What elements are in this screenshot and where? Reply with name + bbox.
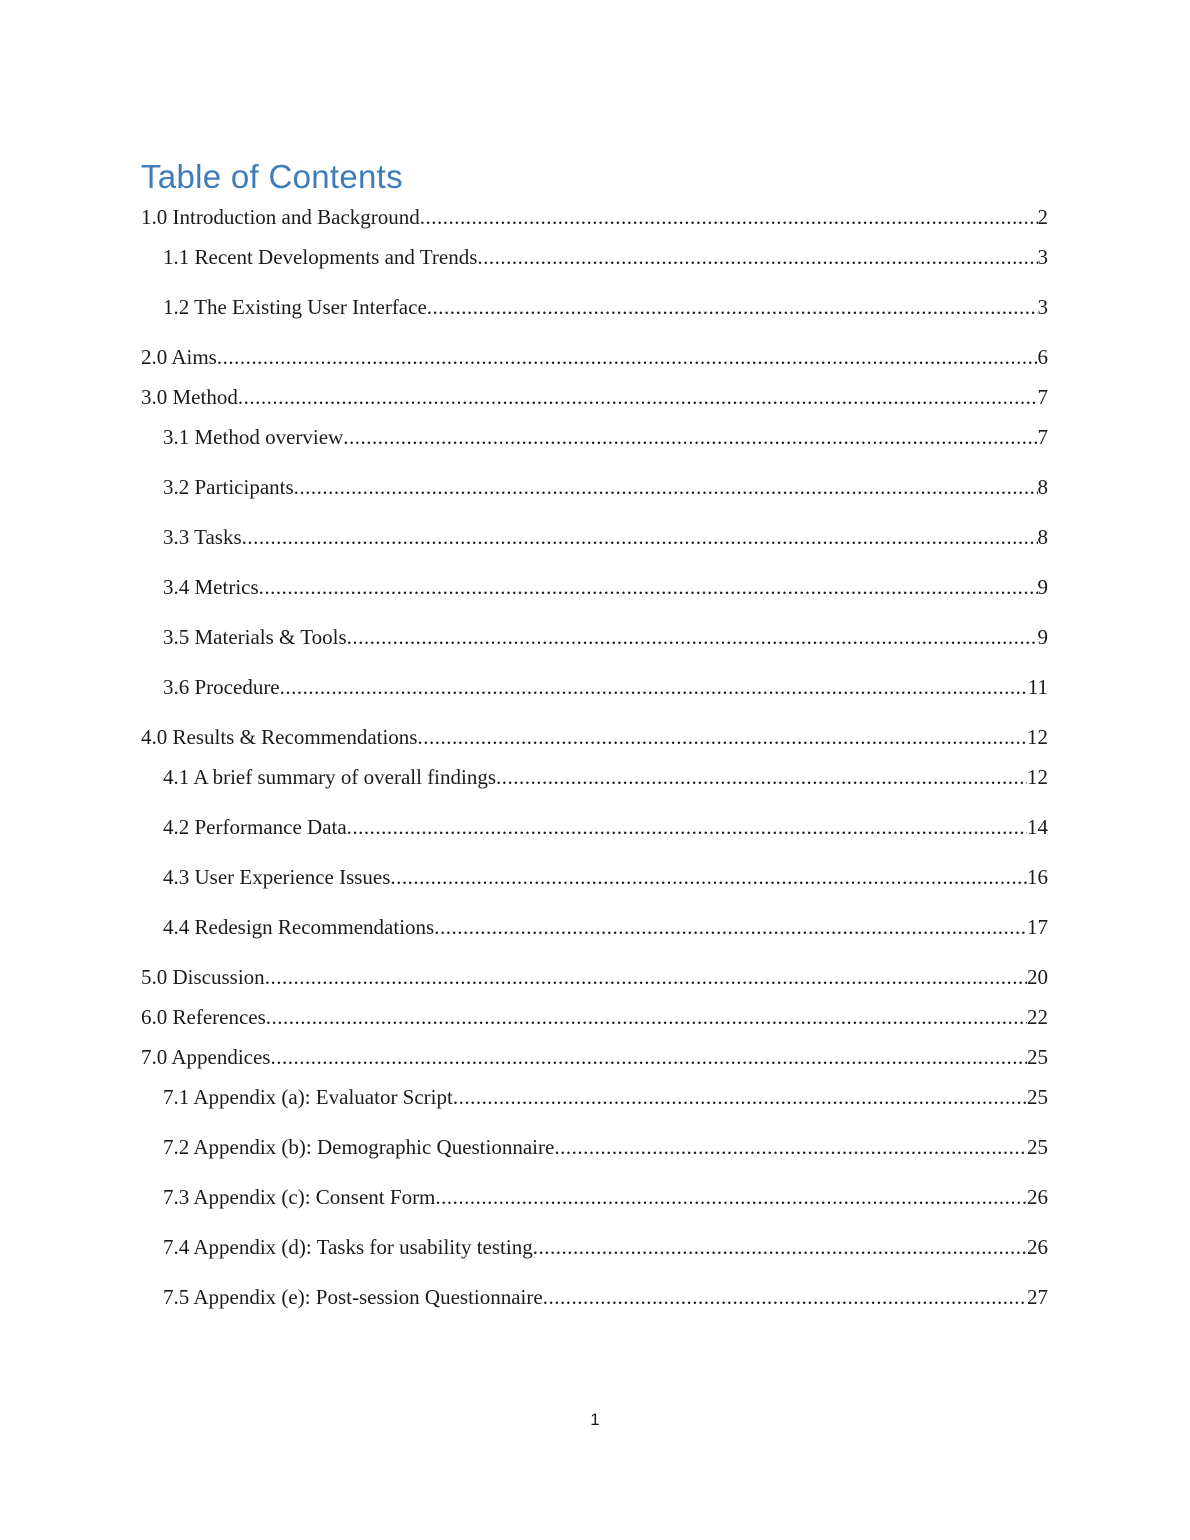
toc-entry-label: 3.5 Materials & Tools [163,624,347,649]
page-title: Table of Contents [141,158,403,195]
toc-entry-page-number: 16 [1027,864,1048,889]
toc-entry-label: 3.0 Method [141,384,238,409]
toc-entry[interactable] [141,617,1048,657]
toc-entry-page-number: 9 [1037,574,1048,599]
toc-entry-page-number: 11 [1027,674,1048,699]
toc-entry-label: 4.0 Results & Recommendations [141,724,418,749]
toc-entry-page-number: 26 [1027,1234,1048,1259]
dot-leader [554,1127,1027,1167]
toc-entry-label: 6.0 References [141,1004,266,1029]
toc-entry[interactable] [141,757,1048,797]
toc-entry[interactable] [141,287,1048,327]
toc-entry-label: 1.1 Recent Developments and Trends [163,244,478,269]
dot-leader [347,807,1027,847]
toc-entry-page-number: 25 [1027,1134,1048,1159]
dot-leader [265,957,1027,997]
toc-entry-page-number: 22 [1027,1004,1048,1029]
toc-entry[interactable] [141,377,1048,417]
dot-leader [259,567,1038,607]
dot-leader [238,377,1038,417]
toc-entry-label: 3.2 Participants [163,474,294,499]
toc-entry[interactable] [141,1037,1048,1077]
toc-entry-page-number: 8 [1037,474,1048,499]
toc-entry-label: 4.4 Redesign Recommendations [163,914,435,939]
toc-entry[interactable] [141,717,1048,757]
toc-entry-page-number: 7 [1037,384,1048,409]
dot-leader [417,717,1027,757]
toc-entry-label: 3.3 Tasks [163,524,242,549]
dot-leader [477,237,1037,277]
toc-entry[interactable] [141,467,1048,507]
toc-entry-label: 1.0 Introduction and Background [141,204,420,229]
toc-entry-page-number: 2 [1037,204,1048,229]
toc-entry-label: 7.3 Appendix (c): Consent Form [163,1184,436,1209]
dot-leader [427,287,1038,327]
toc-entry-page-number: 20 [1027,964,1048,989]
toc-entry[interactable] [141,1077,1048,1117]
toc-entry-page-number: 17 [1027,914,1048,939]
dot-leader [453,1077,1027,1117]
toc-entry[interactable] [141,907,1048,947]
toc-entry[interactable] [141,1177,1048,1217]
toc-entry[interactable] [141,237,1048,277]
toc-entry[interactable] [141,807,1048,847]
dot-leader [390,857,1027,897]
toc-entry-label: 3.1 Method overview [163,424,344,449]
toc-entry-page-number: 6 [1037,344,1048,369]
dot-leader [420,197,1038,237]
toc-entry-label: 7.5 Appendix (e): Post-session Questionnaire [163,1284,543,1309]
toc-entry[interactable] [141,1227,1048,1267]
toc-entry-label: 7.0 Appendices [141,1044,271,1069]
dot-leader [242,517,1038,557]
dot-leader [533,1227,1027,1267]
toc-entry[interactable] [141,567,1048,607]
dot-leader [266,997,1027,1037]
toc-entry-page-number: 7 [1037,424,1048,449]
toc-entry-page-number: 12 [1027,764,1048,789]
toc-entry-page-number: 27 [1027,1284,1048,1309]
toc-entry[interactable] [141,857,1048,897]
dot-leader [217,337,1038,377]
toc-entry[interactable] [141,957,1048,997]
toc-entry-page-number: 25 [1027,1044,1048,1069]
toc-entry[interactable] [141,417,1048,457]
toc-entry-label: 4.3 User Experience Issues [163,864,391,889]
dot-leader [270,1037,1027,1077]
dot-leader [343,417,1037,457]
toc-entry[interactable] [141,1277,1048,1317]
toc-entry-label: 1.2 The Existing User Interface [163,294,427,319]
dot-leader [543,1277,1027,1317]
toc-entry-label: 4.2 Performance Data [163,814,347,839]
dot-leader [496,757,1027,797]
toc-entry[interactable] [141,517,1048,557]
toc-entry[interactable] [141,667,1048,707]
toc-entry-label: 5.0 Discussion [141,964,265,989]
document-page [141,158,1048,1327]
toc-entry-page-number: 14 [1027,814,1048,839]
dot-leader [347,617,1038,657]
toc-entry-page-number: 26 [1027,1184,1048,1209]
toc-entry-page-number: 3 [1037,244,1048,269]
footer-page-number: 1 [590,1410,600,1429]
toc-entry[interactable] [141,1127,1048,1167]
toc-entry[interactable] [141,197,1048,237]
toc-entry-label: 3.6 Procedure [163,674,280,699]
toc-entry-page-number: 25 [1027,1084,1048,1109]
toc-entry[interactable] [141,997,1048,1037]
toc-entry-label: 2.0 Aims [141,344,217,369]
toc-entry-page-number: 12 [1027,724,1048,749]
toc-entry-label: 7.2 Appendix (b): Demographic Questionnaire [163,1134,555,1159]
dot-leader [435,1177,1027,1217]
toc-entry-page-number: 9 [1037,624,1048,649]
toc-entry-label: 4.1 A brief summary of overall findings [163,764,497,789]
dot-leader [294,467,1038,507]
toc-entry[interactable] [141,337,1048,377]
dot-leader [434,907,1027,947]
toc-entry-label: 7.4 Appendix (d): Tasks for usability testing [163,1234,533,1259]
toc-list [141,197,1048,1317]
toc-entry-label: 3.4 Metrics [163,574,259,599]
dot-leader [280,667,1028,707]
toc-entry-label: 7.1 Appendix (a): Evaluator Script [163,1084,453,1109]
toc-entry-page-number: 8 [1037,524,1048,549]
toc-entry-page-number: 3 [1037,294,1048,319]
